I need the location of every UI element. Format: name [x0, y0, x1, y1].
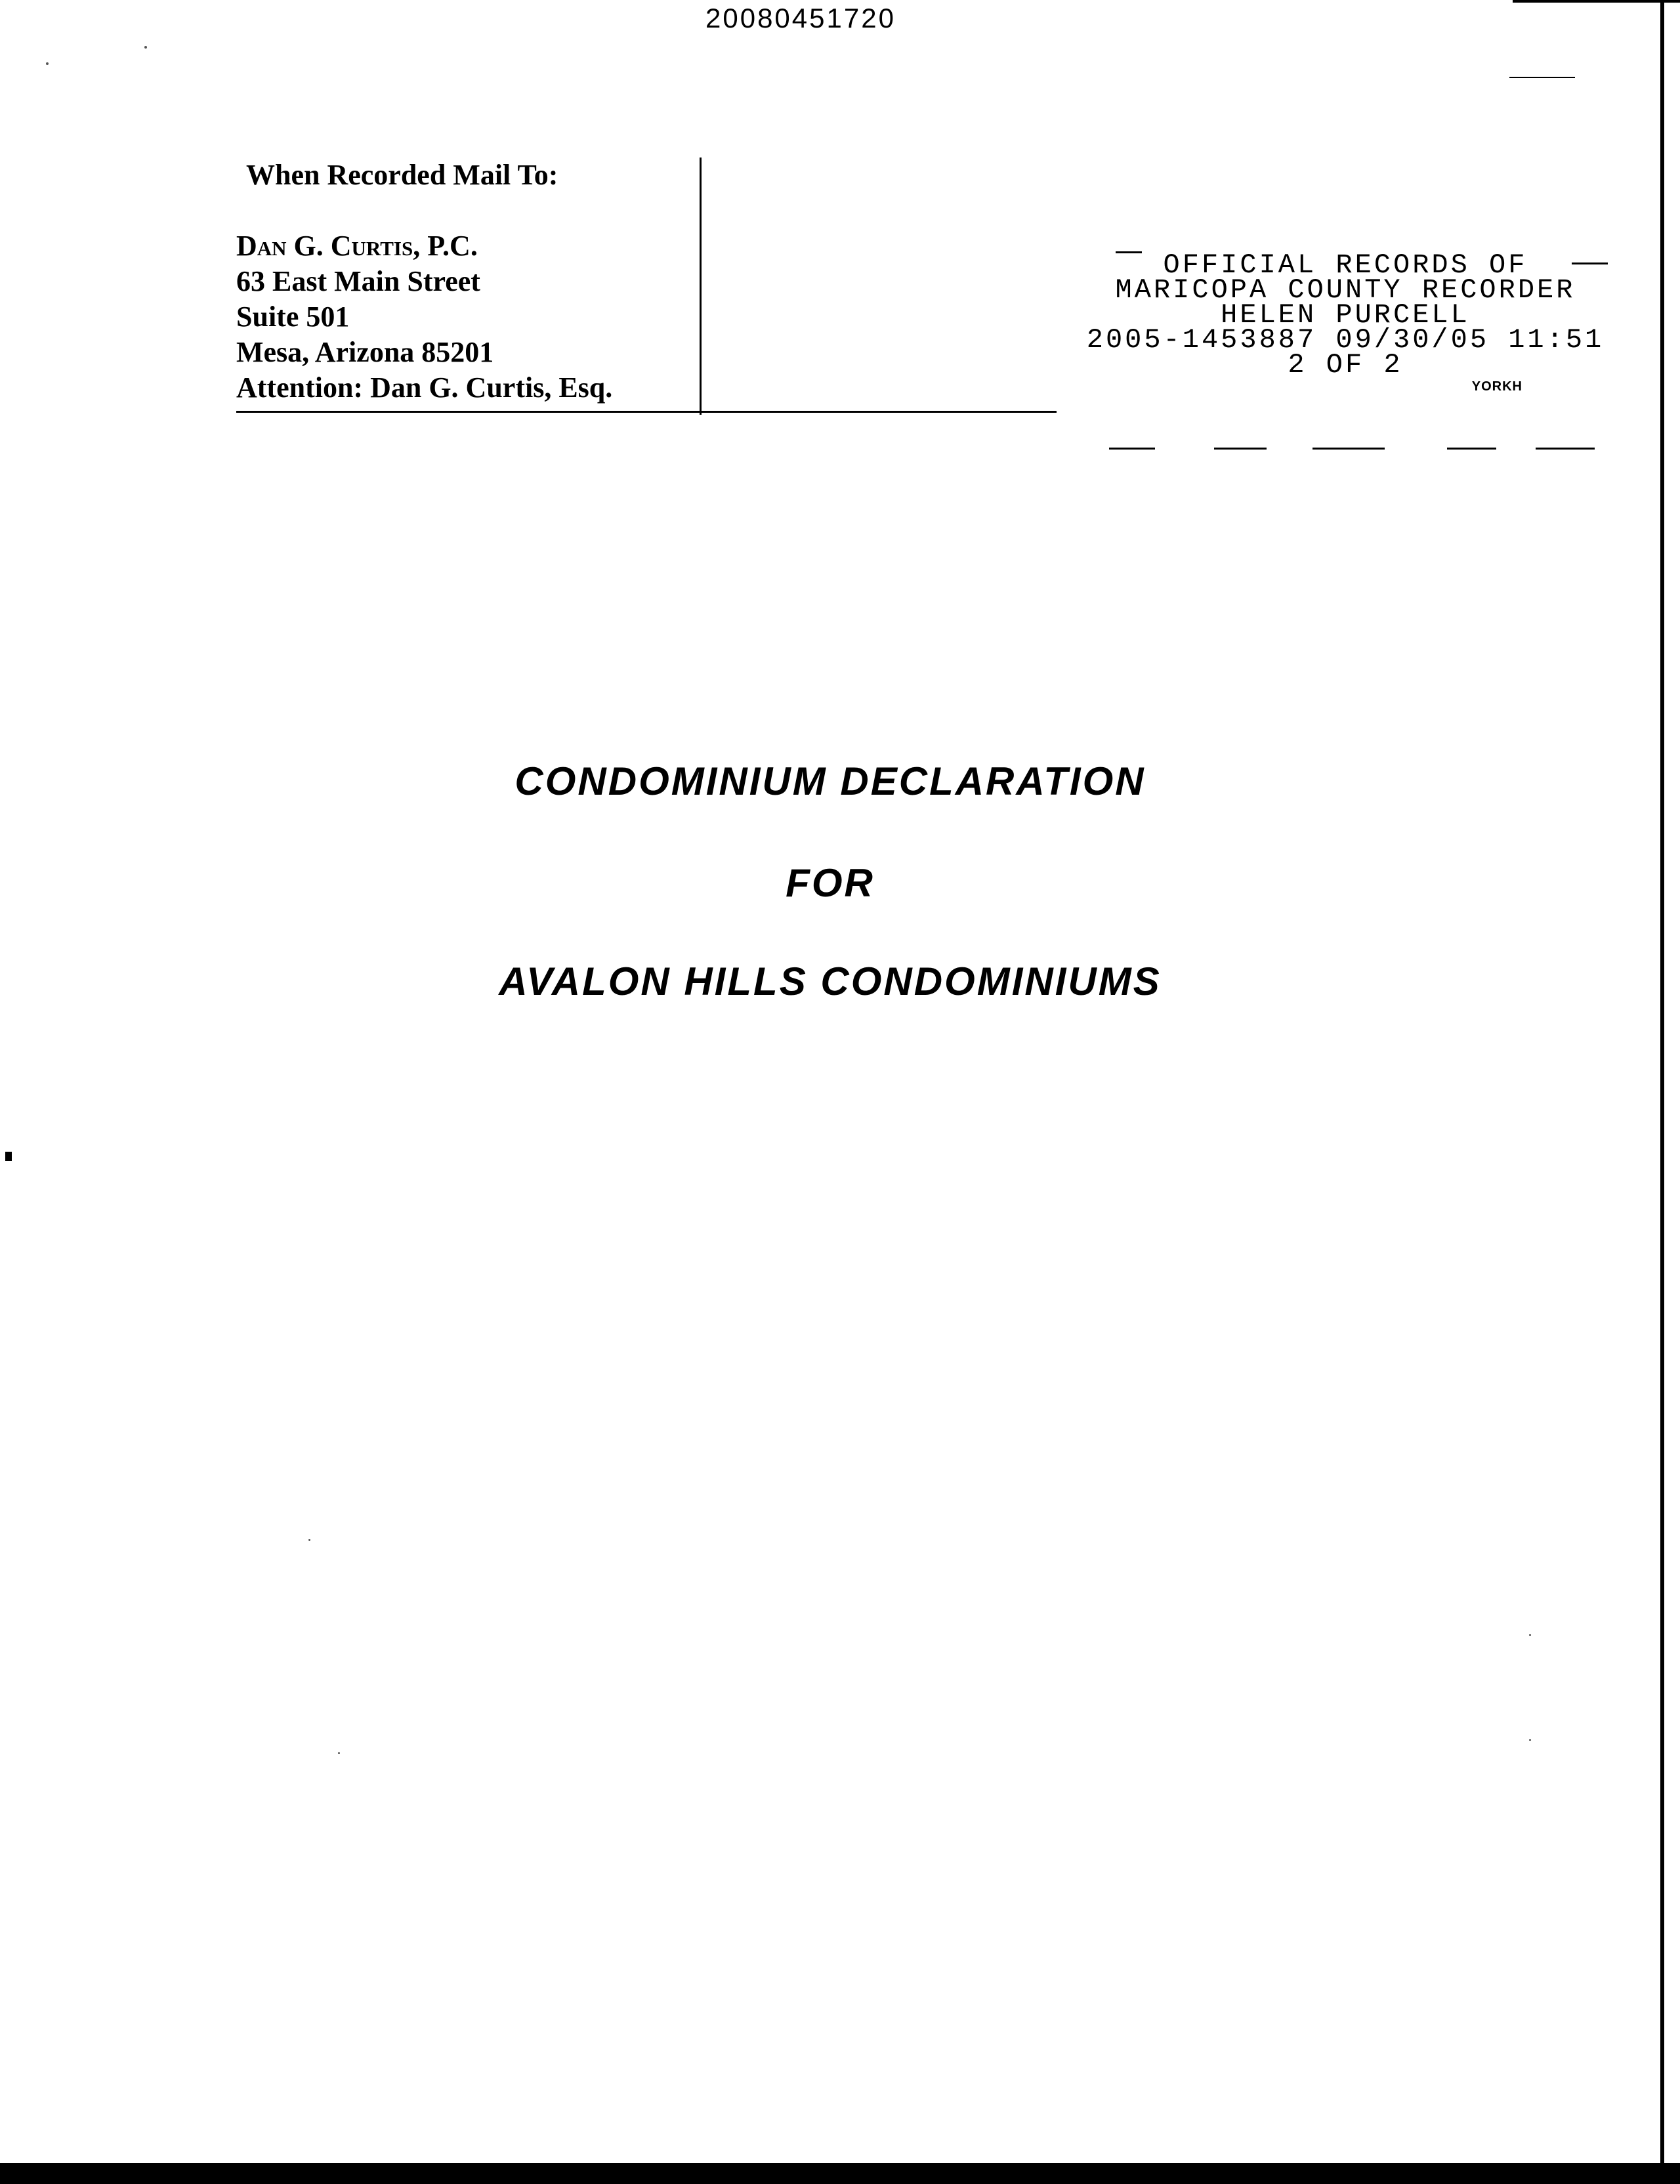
stamp-dash: [1509, 77, 1575, 78]
stamp-dash: [1536, 448, 1595, 450]
recording-stamp: [1076, 249, 1614, 396]
scan-edge-right: [1660, 0, 1664, 2184]
stamp-dash: [1447, 448, 1496, 450]
title-line-1: CONDOMINIUM DECLARATION: [514, 759, 1146, 803]
scan-speck: [144, 46, 147, 49]
stamp-dash: [1312, 448, 1385, 450]
mail-to-heading: When Recorded Mail To:: [246, 159, 558, 191]
mail-to-city: Mesa, Arizona 85201: [236, 336, 494, 368]
stamp-line-3: HELEN PURCELL: [1221, 299, 1470, 331]
title-line-2: FOR: [786, 861, 875, 905]
scan-speck: [308, 1539, 310, 1541]
scan-speck: [338, 1752, 340, 1754]
mail-to-firm: Dan G. Curtis, P.C.: [236, 230, 478, 262]
scan-speck: [1529, 1634, 1531, 1636]
stamp-line-1: OFFICIAL RECORDS OF: [1163, 249, 1528, 281]
stamp-line-5: 2 OF 2: [1288, 349, 1403, 381]
scan-speck: [46, 62, 49, 65]
stamp-line-2: MARICOPA COUNTY RECORDER: [1115, 274, 1576, 306]
mail-box-vertical-rule: [700, 158, 702, 415]
scan-speck: [1529, 1739, 1531, 1741]
stamp-dash: [1109, 448, 1155, 450]
document-number: 20080451720: [705, 3, 896, 33]
mail-to-street: 63 East Main Street: [236, 265, 480, 297]
stamp-line-4: 2005-1453887 09/30/05 11:51: [1086, 324, 1605, 356]
stamp-dash: [1214, 448, 1267, 450]
scan-edge-bottom: [0, 2163, 1680, 2184]
mail-box-horizontal-rule: [236, 411, 1057, 413]
scan-edge-top: [1513, 0, 1680, 3]
stamp-clerk: YORKH: [1471, 379, 1522, 394]
title-line-3: AVALON HILLS CONDOMINIUMS: [499, 959, 1162, 1003]
mail-to-address: [236, 228, 612, 406]
mail-to-suite: Suite 501: [236, 301, 350, 333]
mail-to-attention: Attention: Dan G. Curtis, Esq.: [236, 371, 613, 404]
scan-mark: [5, 1152, 12, 1161]
